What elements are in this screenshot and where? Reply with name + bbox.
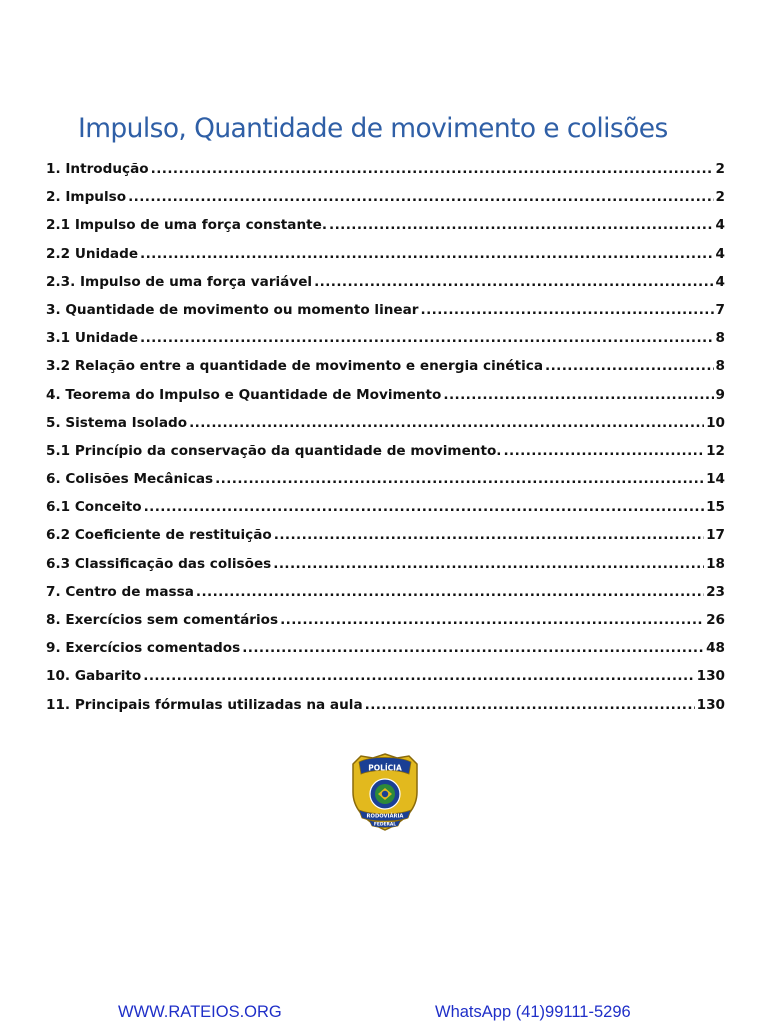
toc-entry-label: 3.2 Relação entre a quantidade de movimento e energia cinética bbox=[46, 358, 544, 375]
toc-entry[interactable] bbox=[46, 465, 725, 493]
toc-entry[interactable] bbox=[46, 268, 725, 296]
toc-entry-page: 18 bbox=[706, 555, 725, 572]
toc-entry-label: 5. Sistema Isolado bbox=[46, 414, 188, 431]
toc-entry-page: 2 bbox=[715, 189, 725, 206]
toc-entry-page: 2 bbox=[715, 161, 725, 177]
toc-leader-dots bbox=[545, 352, 714, 380]
toc-entry-label: 6. Colisões Mecânicas bbox=[46, 471, 214, 488]
toc-leader-dots bbox=[503, 437, 704, 465]
badge-bottom-text-2: FEDERAL bbox=[373, 822, 397, 828]
toc-entry[interactable] bbox=[46, 493, 725, 521]
toc-entry-label: 2.2 Unidade bbox=[46, 245, 139, 262]
toc-entry-label: 10. Gabarito bbox=[46, 668, 142, 685]
toc-entry-page: 17 bbox=[706, 527, 725, 544]
toc-entry[interactable] bbox=[46, 634, 725, 662]
footer-website-link[interactable]: WWW.RATEIOS.ORG bbox=[118, 1003, 282, 1021]
toc-entry-page: 4 bbox=[715, 273, 725, 290]
toc-leader-dots bbox=[314, 268, 713, 296]
toc-leader-dots bbox=[143, 662, 694, 690]
toc-leader-dots bbox=[273, 550, 704, 578]
toc-entry-page: 23 bbox=[706, 583, 725, 600]
toc-entry[interactable] bbox=[46, 409, 725, 437]
toc-leader-dots bbox=[189, 409, 704, 437]
toc-entry-page: 8 bbox=[715, 330, 725, 347]
toc-entry-page: 26 bbox=[706, 612, 725, 628]
toc-leader-dots bbox=[196, 578, 704, 606]
toc-entry[interactable] bbox=[46, 352, 725, 380]
badge-bottom-text-1: RODOVIÁRIA bbox=[366, 813, 404, 820]
toc-entry-label: 3. Quantidade de movimento ou momento linear bbox=[46, 301, 419, 318]
toc-entry-page: 7 bbox=[715, 301, 725, 318]
toc-leader-dots bbox=[280, 606, 704, 634]
toc-leader-dots bbox=[144, 493, 704, 521]
toc-leader-dots bbox=[329, 211, 714, 239]
badge-top-text: POLÍCIA bbox=[368, 763, 402, 773]
toc-entry-page: 14 bbox=[706, 471, 725, 488]
table-of-contents bbox=[46, 155, 725, 719]
toc-entry[interactable] bbox=[46, 606, 725, 634]
toc-entry-label: 2.3. Impulso de uma força variável bbox=[46, 273, 313, 290]
toc-entry-label: 6.3 Classificação das colisões bbox=[46, 555, 272, 572]
toc-entry[interactable] bbox=[46, 381, 725, 409]
toc-leader-dots bbox=[365, 691, 695, 719]
toc-entry[interactable] bbox=[46, 662, 725, 690]
toc-leader-dots bbox=[443, 381, 713, 409]
toc-entry[interactable] bbox=[46, 691, 725, 719]
toc-entry[interactable] bbox=[46, 521, 725, 549]
toc-entry-page: 9 bbox=[715, 386, 725, 403]
toc-entry[interactable] bbox=[46, 211, 725, 239]
toc-entry[interactable] bbox=[46, 155, 725, 183]
page-title: Impulso, Quantidade de movimento e colisões bbox=[78, 113, 668, 144]
toc-entry-page: 4 bbox=[715, 245, 725, 262]
toc-entry-page: 8 bbox=[715, 358, 725, 375]
toc-leader-dots bbox=[421, 296, 714, 324]
toc-entry-page: 4 bbox=[715, 217, 725, 234]
toc-leader-dots bbox=[140, 324, 713, 352]
toc-leader-dots bbox=[128, 183, 713, 211]
toc-entry-page: 130 bbox=[696, 668, 725, 685]
toc-entry-label: 6.1 Conceito bbox=[46, 499, 142, 516]
toc-leader-dots bbox=[151, 155, 714, 183]
toc-entry-label: 1. Introdução bbox=[46, 161, 149, 177]
toc-entry-label: 5.1 Princípio da conservação da quantidade de movimento. bbox=[46, 442, 502, 459]
toc-entry-label: 6.2 Coeficiente de restituição bbox=[46, 527, 272, 544]
toc-leader-dots bbox=[274, 521, 704, 549]
footer-whatsapp-contact[interactable]: WhatsApp (41)99111-5296 bbox=[435, 1003, 631, 1021]
toc-entry[interactable] bbox=[46, 296, 725, 324]
toc-leader-dots bbox=[215, 465, 704, 493]
toc-entry-page: 12 bbox=[706, 442, 725, 459]
toc-leader-dots bbox=[140, 240, 713, 268]
toc-entry-page: 15 bbox=[706, 499, 725, 516]
toc-entry-label: 2.1 Impulso de uma força constante. bbox=[46, 217, 328, 234]
toc-entry-page: 10 bbox=[706, 414, 725, 431]
toc-entry[interactable] bbox=[46, 324, 725, 352]
toc-entry-label: 4. Teorema do Impulso e Quantidade de Movimento bbox=[46, 386, 442, 403]
toc-entry-label: 2. Impulso bbox=[46, 189, 127, 206]
toc-entry-label: 11. Principais fórmulas utilizadas na aula bbox=[46, 696, 363, 713]
toc-entry-label: 3.1 Unidade bbox=[46, 330, 139, 347]
toc-leader-dots bbox=[242, 634, 704, 662]
toc-entry-label: 9. Exercícios comentados bbox=[46, 640, 241, 657]
toc-entry-page: 48 bbox=[706, 640, 725, 657]
toc-entry[interactable] bbox=[46, 578, 725, 606]
toc-entry[interactable] bbox=[46, 240, 725, 268]
toc-entry-label: 7. Centro de massa bbox=[46, 583, 194, 600]
toc-entry-page: 130 bbox=[696, 696, 725, 713]
police-badge-icon bbox=[347, 752, 423, 832]
toc-entry[interactable] bbox=[46, 550, 725, 578]
toc-entry[interactable] bbox=[46, 183, 725, 211]
toc-entry[interactable] bbox=[46, 437, 725, 465]
toc-entry-label: 8. Exercícios sem comentários bbox=[46, 612, 279, 628]
